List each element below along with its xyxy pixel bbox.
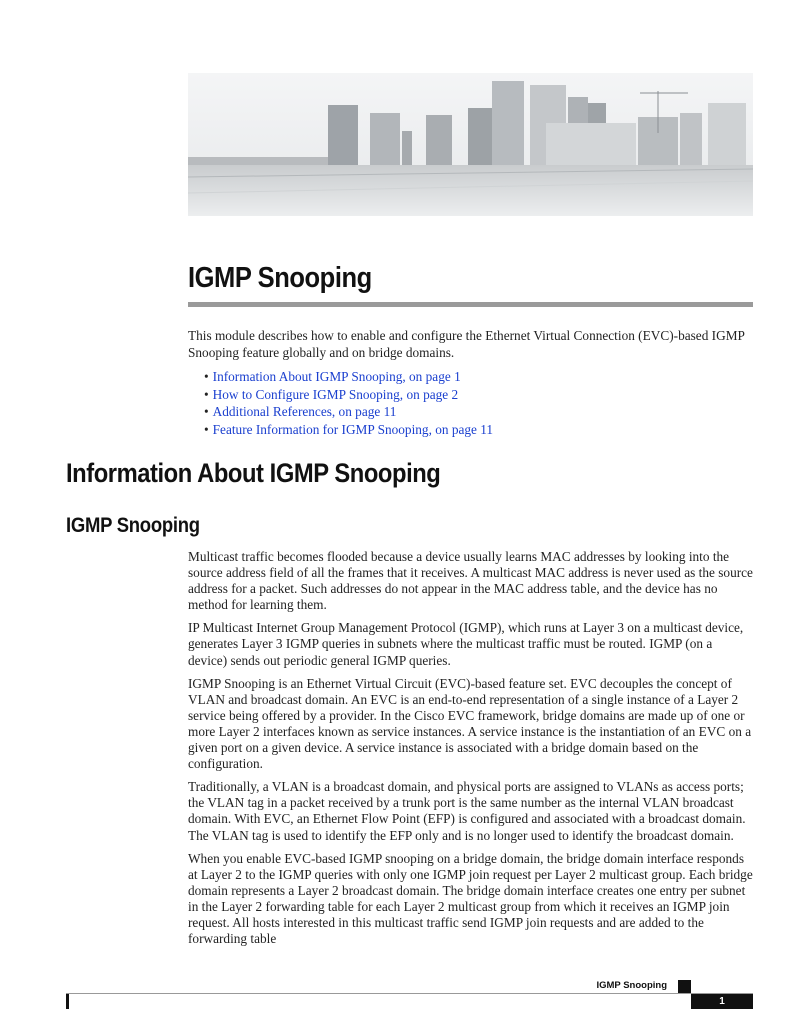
footer-edge-bar [66,994,69,1009]
toc-link[interactable]: How to Configure IGMP Snooping, on page 2 [212,386,459,402]
subsection-heading: IGMP Snooping [66,514,200,537]
body-paragraph: IGMP Snooping is an Ethernet Virtual Circuit (EVC)-based feature set. EVC decouples the concept of VLAN and broadcast domain. An EVC is an end-to-end representation of a single instance of a Layer 2 service being offered by a provider. In the Cisco EVC framework, bridge domains are made up of one or more Layer 2 interfaces known as service instances. A service instance is the instantiation of an EVC on a given port on a given device. A service instance is associated with a bridge domain based on the configuration. [188,675,752,772]
body-text [188,549,754,954]
footer-marker [678,980,691,993]
city-skyline-image [188,73,753,216]
section-heading: Information About IGMP Snooping [66,458,441,488]
page-number: 1 [691,994,753,1009]
table-of-contents [204,368,493,438]
toc-link[interactable]: Feature Information for IGMP Snooping, on page 11 [212,421,494,437]
page-title: IGMP Snooping [188,262,372,294]
footer-divider [66,993,753,994]
body-paragraph: Traditionally, a VLAN is a broadcast domain, and physical ports are assigned to VLANs as access ports; the VLAN tag in a packet received by a trunk port is the same number as the internal VLAN broadcast domain. With EVC, an Ethernet Flow Point (EFP) is configured and associated with a broadcast domain. The VLAN tag is used to identify the EFP only and is no longer used to identify the broadcast domain. [188,779,746,843]
toc-item [204,368,493,386]
toc-item [204,403,493,421]
toc-link[interactable]: Information About IGMP Snooping, on page 1 [212,369,461,384]
toc-item [204,386,493,404]
body-paragraph: When you enable EVC-based IGMP snooping on a bridge domain, the bridge domain interface responds at Layer 2 to the IGMP queries with only one IGMP join request per Layer 2 multicast group. Each bridge domain represents a Layer 2 broadcast domain. The bridge domain interface creates one entry per subnet in the Layer 2 forwarding table for each Layer 2 multicast group from which it receives an IGMP join request. All hosts interested in this multicast traffic send IGMP join requests and are added to the forwarding table [188,850,753,947]
toc-item [204,421,493,439]
footer-title: IGMP Snooping [596,980,667,991]
body-paragraph: IP Multicast Internet Group Management Protocol (IGMP), which runs at Layer 3 on a multicast device, generates Layer 3 IGMP queries in subnets where the multicast traffic must be routed. IGMP (on a device) sends out periodic general IGMP queries. [188,620,744,668]
toc-link[interactable]: Additional References, on page 11 [212,404,397,420]
body-paragraph: Multicast traffic becomes flooded because a device usually learns MAC addresses by looking into the source address field of all the frames that it receives. A multicast MAC address is never used as the source address for a packet. Such addresses do not appear in the MAC address table, and the device has no method for learning them. [188,549,753,613]
intro-paragraph: This module describes how to enable and configure the Ethernet Virtual Connection (EVC)-based IGMP Snooping feature globally and on bridge domains. [188,328,745,360]
title-divider [188,302,753,307]
